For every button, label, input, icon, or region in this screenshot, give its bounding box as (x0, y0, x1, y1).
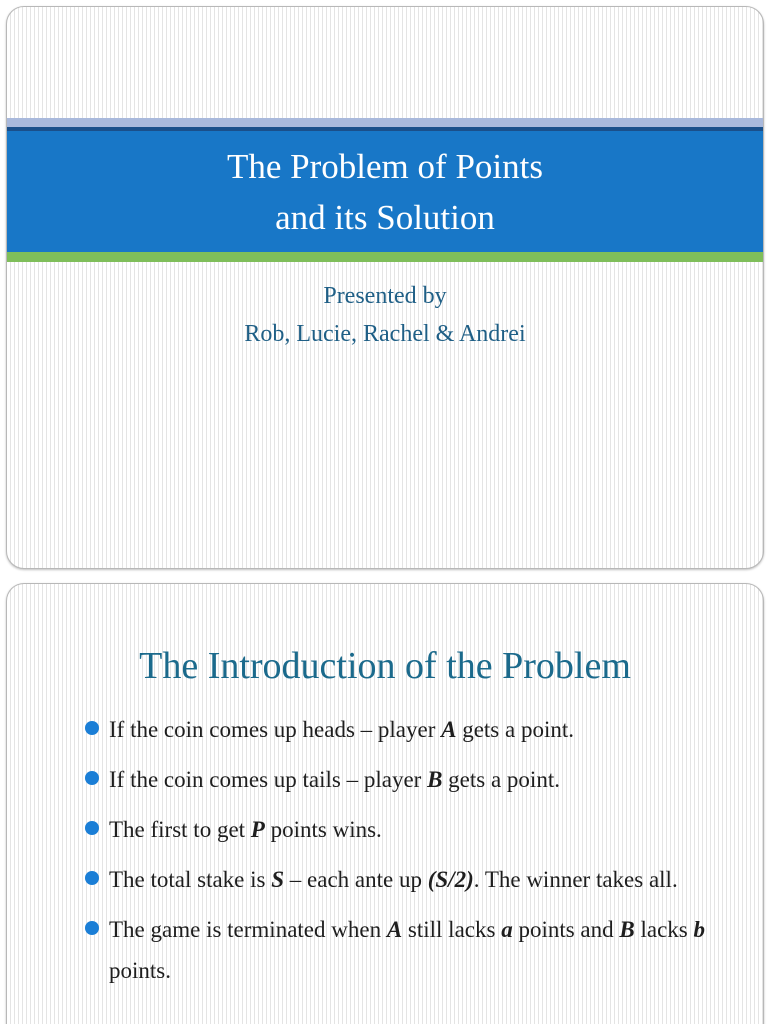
bullet-text: If the coin comes up heads – player (109, 717, 442, 742)
bullet-text: gets a point. (456, 717, 574, 742)
bullet-text: points. (109, 958, 171, 983)
bullet-emphasis: B (619, 917, 635, 942)
bullet-list (85, 709, 725, 1000)
bullet-text: . The winner takes all. (473, 867, 678, 892)
bullet-icon (85, 721, 99, 735)
slide-heading: The Introduction of the Problem (139, 645, 631, 687)
bullet-text: lacks (634, 917, 694, 942)
bullet-emphasis: b (693, 917, 706, 942)
title-band (7, 131, 763, 252)
presenters-text: Rob, Lucie, Rachel & Andrei (244, 321, 526, 347)
bullet-emphasis: a (501, 917, 513, 942)
list-item (85, 909, 725, 991)
bullet-text: The first to get (109, 817, 251, 842)
bullet-text: points and (512, 917, 620, 942)
bullet-emphasis: B (427, 767, 443, 792)
bullet-emphasis: A (386, 917, 403, 942)
list-item (85, 709, 725, 750)
bullet-text: still lacks (402, 917, 502, 942)
bottom-accent-band (7, 252, 763, 262)
list-item (85, 809, 725, 850)
list-item (85, 859, 725, 900)
content-slide (6, 583, 764, 1024)
bullet-icon (85, 871, 99, 885)
bullet-emphasis: S (271, 867, 285, 892)
title-slide (6, 6, 764, 569)
bullet-icon (85, 771, 99, 785)
bullet-icon (85, 821, 99, 835)
bullet-icon (85, 921, 99, 935)
bullet-text: gets a point. (442, 767, 560, 792)
bullet-emphasis: (S/2) (427, 867, 474, 892)
bullet-text: The total stake is (109, 867, 272, 892)
bullet-text: The game is terminated when (109, 917, 387, 942)
presented-by-text: Presented by (323, 283, 447, 309)
bullet-text: – each ante up (284, 867, 428, 892)
slide-title-line-1: The Problem of Points (227, 146, 543, 186)
slide-subtitle (7, 277, 763, 353)
bullet-text: If the coin comes up tails – player (109, 767, 428, 792)
top-accent-band (7, 118, 763, 127)
slide-title-line-2: and its Solution (275, 197, 495, 237)
list-item (85, 759, 725, 800)
bullet-emphasis: A (441, 717, 457, 742)
bullet-emphasis: P (250, 817, 265, 842)
bullet-text: points wins. (264, 817, 382, 842)
